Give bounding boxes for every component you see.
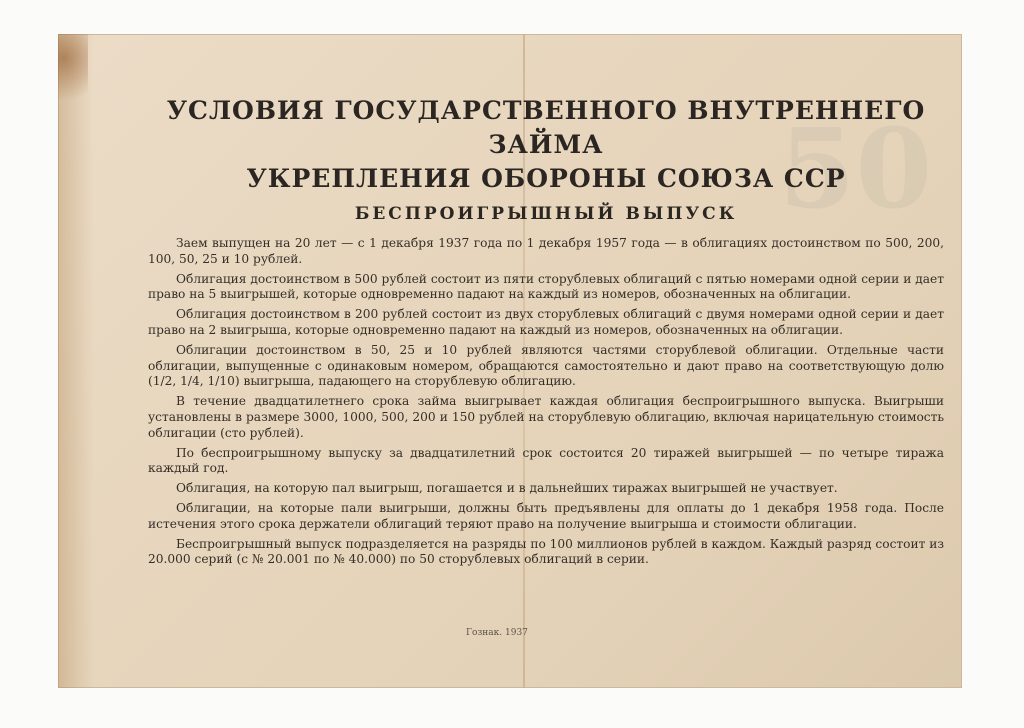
subtitle: БЕСПРОИГРЫШНЫЙ ВЫПУСК <box>354 204 738 224</box>
paragraph: В течение двадцатилетнего срока займа выигрывает каждая облигация беспроигрышного выпуска. Выигрыши установлены в размере 3000, 1000, 500, 200 и 150 рублей на сторублевую облигацию, включая нарицательную стоимость облигации (сто рублей). <box>148 394 944 440</box>
paragraph: По беспроигрышному выпуску за двадцатилетний срок состоится 20 тиражей выигрышей — по четыре тиража каждый год. <box>148 445 944 476</box>
bond-document <box>58 34 962 688</box>
document-content <box>148 94 944 572</box>
paragraph: Облигации, на которые пали выигрыши, должны быть предъявлены для оплаты до 1 декабря 1958 года. После истечения этого срока держатели облигаций теряют право на получение выигрыша и стоимости облигации. <box>148 500 944 531</box>
paragraph: Облигации достоинством в 50, 25 и 10 рублей являются частями сторублевой облигации. Отдельные части облигации, выпущенные с одинаковым номером, обращаются самостоятельно и дают право на соответствующую долю (1/2, 1/4, 1/10) выигрыша, падающего на сторублевую облигацию. <box>148 342 944 389</box>
paper-stain <box>58 34 88 114</box>
title-line-1: УСЛОВИЯ ГОСУДАРСТВЕННОГО ВНУТРЕННЕГО ЗАЙМА <box>166 96 926 159</box>
title-line-2: УКРЕПЛЕНИЯ ОБОРОНЫ СОЮЗА ССР <box>246 164 846 193</box>
watermark-ghost: 50 <box>778 104 932 233</box>
paragraph: Беспроигрышный выпуск подразделяется на разряды по 100 миллионов рублей в каждом. Каждый разряд состоит из 20.000 серий (с № 20.001 по № 40.000) по 50 сторублевых облигаций в серии. <box>148 536 944 567</box>
paragraph: Заем выпущен на 20 лет — с 1 декабря 1937 года по 1 декабря 1957 года — в облигациях достоинством по 500, 200, 100, 50, 25 и 10 рублей. <box>148 236 944 266</box>
paragraph: Облигация достоинством в 200 рублей состоит из двух сторублевых облигаций с двумя номерами одной серии и дает право на 2 выигрыша, которые одновременно падают на каждый из номеров, обозначенных на облигации. <box>148 307 944 337</box>
printer-mark: Гознак. 1937 <box>466 628 528 638</box>
paragraph: Облигация, на которую пал выигрыш, погашается и в дальнейших тиражах выигрышей не участвует. <box>176 481 838 496</box>
paragraph: Облигация достоинством в 500 рублей состоит из пяти сторублевых облигаций с пятью номерами одной серии и дает право на 5 выигрышей, которые одновременно падают на каждый из номеров, обозначенных на облигации. <box>148 271 944 302</box>
